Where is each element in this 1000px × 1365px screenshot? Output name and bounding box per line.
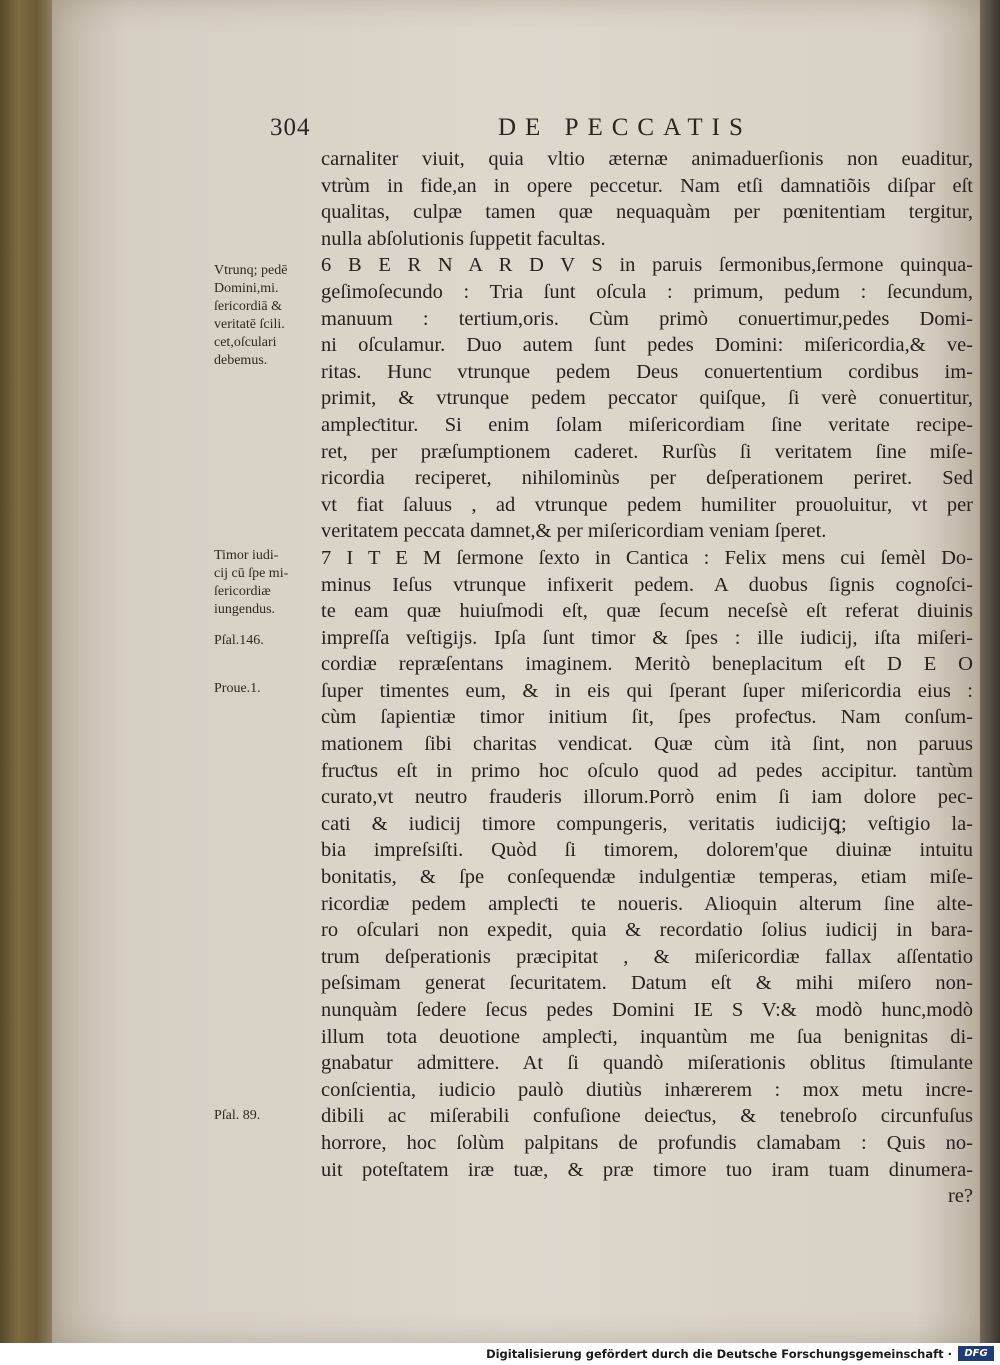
book-binding: [0, 0, 52, 1343]
text-line: curato,vt neutro frauderis illorum.Porrò enim ſi iam dolore pec-: [321, 786, 973, 809]
text-line: ret, per præſumptionem caderet. Rurſùs ſi veritatem ſine miſe-: [321, 440, 973, 463]
margin-note-line: veritatē ſcili.: [214, 317, 285, 332]
margin-note-line: cij cū ſpe mi-: [214, 566, 289, 581]
page-number: 304: [270, 114, 311, 141]
margin-note-line: ſericordiā &: [214, 299, 283, 314]
text-line: ricordia reciperet, nihilominùs per deſperationem periret. Sed: [321, 467, 973, 490]
text-line: cati & iudicij timore compungeris, veritatis iudicijꝗ; veſtigio la-: [321, 812, 973, 835]
text-line: cùm ſapientiæ timor initium ſit, ſpes profeƈtus. Nam conſum-: [321, 706, 973, 729]
text-line: trum deſperationis præcipitat , & miſericordiæ fallax aſſentatio: [321, 945, 973, 968]
text-line: vtrùm in fide,an in opere peccetur. Nam etſi damnatiõis diſpar eſt: [321, 174, 973, 197]
text-line: carnaliter viuit, quia vltio æternæ animaduerſionis non euaditur,: [321, 148, 973, 170]
text-line: impreſſa veſtigijs. Ipſa ſunt timor & ſpes : ille iudicij, iſta miſeri-: [321, 626, 973, 649]
margin-note-line: Proue.1.: [214, 681, 261, 696]
footer-bar: [0, 1343, 1000, 1365]
text-line: vt fiat ſaluus , ad vtrunque pedem humiliter prouoluitur, vt per: [321, 493, 973, 516]
text-line: bonitatis, & ſpe conſequendæ indulgentiæ temperas, etiam miſe-: [321, 866, 973, 889]
funding-credit: Digitalisierung gefördert durch die Deutsche Forschungsgemeinschaft ·: [486, 1347, 952, 1361]
text-line: ricordiæ pedem ampleƈti te noueris. Alioquin alterum ſine alte-: [321, 892, 973, 915]
text-line: uit poteſtatem iræ tuæ, & præ timore tuo iram tuam dinumera-: [321, 1158, 973, 1181]
text-line: ampleƈtitur. Si enim ſolam miſericordiam ſine veritate recipe-: [321, 413, 973, 436]
text-line: dibili ac miſerabili confuſione deieƈtus, & tenebroſo circunfuſus: [321, 1105, 973, 1128]
margin-note: [214, 632, 264, 650]
catchword: re?: [947, 1185, 973, 1208]
margin-note-line: Domini,mi.: [214, 281, 279, 296]
main-text: [321, 146, 973, 1210]
text-line: 6 B E R N A R D V S in paruis ſermonibus,ſermone quinqua-: [321, 254, 973, 277]
text-line: horrore, hoc ſolùm palpitans de profundis clamabam : Quis no-: [321, 1131, 973, 1154]
margin-note: [214, 262, 287, 370]
text-line: ro oſculari non expedit, quia & recordatio ſolius iudicij in bara-: [321, 919, 973, 942]
page-edge-shadow: [980, 0, 1000, 1343]
text-line: cordiæ repræſentans imaginem. Meritò beneplacitum eſt D E O: [321, 653, 973, 676]
text-line: bia impreſsiſti. Quòd ſi timorem, dolorem'que diuinæ intuitu: [321, 839, 973, 862]
text-line: conſcientia, iudicio paulò diutiùs inhærerem : mox metu incre-: [321, 1078, 973, 1101]
text-line: nulla abſolutionis ſuppetit facultas.: [321, 227, 606, 250]
text-line: geſimoſecundo : Tria ſunt oſcula : primum, pedum : ſecundum,: [321, 280, 973, 303]
margin-note: [214, 547, 288, 619]
text-line: manuum : tertium,oris. Cùm primò conuertimur,pedes Domi-: [321, 307, 973, 330]
dfg-logo: DFG: [958, 1346, 994, 1361]
text-line: te eam quæ huiuſmodi eſt, quæ ſecum neceſsè eſt referat diuinis: [321, 600, 973, 623]
text-line: primit, & vtrunque pedem peccator quiſque, ſi verè conuertitur,: [321, 387, 973, 410]
margin-note-line: ſericordiæ: [214, 584, 271, 599]
text-line: minus Ieſus vtrunque infixerit pedem. A duobus ſignis cognoſci-: [321, 573, 973, 596]
margin-note-line: Vtrunq; pedē: [214, 263, 288, 278]
text-line: illum tota deuotione ampleƈti, inquantùm me ſua benignitas di-: [321, 1025, 973, 1048]
margin-note-line: debemus.: [214, 353, 268, 368]
margin-note-line: Pſal. 89.: [214, 1108, 261, 1123]
margin-note: [214, 680, 261, 698]
text-line: ni oſculamur. Duo autem ſunt pedes Domini: miſericordia,& ve-: [321, 334, 973, 357]
text-line: qualitas, culpæ tamen quæ nequaquàm per pœnitentiam tergitur,: [321, 201, 973, 224]
text-line: nunquàm ſedere ſecus pedes Domini IE S V:& modò hunc,modò: [321, 999, 973, 1021]
text-line: ritas. Hunc vtrunque pedem Deus conuertentium cordibus im-: [321, 360, 973, 383]
text-line: gnabatur admittere. At ſi quandò miſerationis oblitus ſtimulante: [321, 1052, 973, 1075]
margin-note-line: Timor iudi-: [214, 548, 279, 563]
page-header: [270, 114, 970, 148]
text-line: peſsimam generat ſecuritatem. Datum eſt & mihi miſero non-: [321, 972, 973, 995]
text-line: mationem ſibi charitas vendicat. Quæ cùm ità ſint, non paruus: [321, 733, 973, 756]
text-line: ſuper timentes eum, & in eis qui ſperant ſuper miſericordia eius :: [321, 679, 973, 702]
text-line: veritatem peccata damnet,& per miſericordiam veniam ſperet.: [321, 520, 827, 543]
running-title: DE PECCATIS: [498, 114, 752, 141]
text-line: fruƈtus eſt in primo hoc oſculo quod ad pedes accipitur. tantùm: [321, 759, 973, 782]
margin-note-line: cet,oſculari: [214, 335, 277, 350]
margin-note-line: iungendus.: [214, 602, 276, 617]
margin-note-line: Pſal.146.: [214, 633, 264, 648]
text-line: 7 I T E M ſermone ſexto in Cantica : Felix mens cui ſemèl Do-: [321, 546, 973, 569]
margin-note: [214, 1107, 260, 1125]
